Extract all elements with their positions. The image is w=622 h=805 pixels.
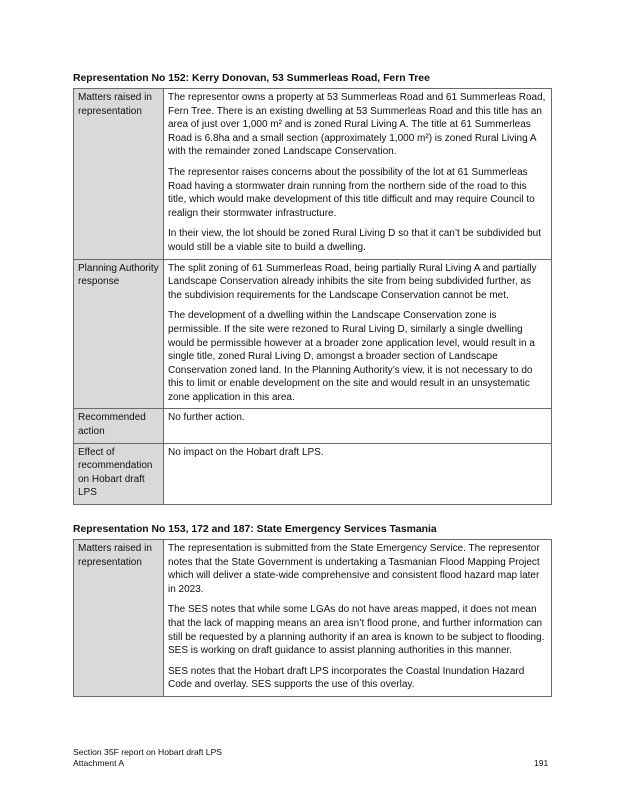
table-row — [74, 443, 552, 504]
paragraph: No impact on the Hobart draft LPS. — [168, 446, 324, 458]
row-label: Recommended action — [74, 409, 164, 443]
section-title-153: Representation No 153, 172 and 187: State Emergency Services Tasmania — [73, 524, 437, 535]
row-content — [164, 540, 552, 697]
paragraph: No further action. — [168, 412, 245, 424]
paragraph: The representor owns a property at 53 Summerleas Road and 61 Summerleas Road, Fern Tree. There is an existing dwelling at 53 Summerleas Road and this title has an area of just over 1,000 m² and is zoned Rural Living A. The title at 61 Summerleas Road is 6.8ha and a small section (approximately 1,000 m²) is zoned Rural Living A with the remainder zoned Landscape Conservation. — [168, 92, 546, 158]
row-content — [164, 443, 552, 504]
paragraph: The development of a dwelling within the Landscape Conservation zone is permissible. If the site were rezoned to Rural Living D, similarly a single dwelling would be permissible however at a broader zone application level, would result in a single title, zoned Rural Living D, amongst a broader section of Landscape Conservation zoned land. In the Planning Authority’s view, it is not necessary to do this to limit or enable development on the site and would result in an unsystematic zone application in this area. — [168, 310, 535, 403]
page-number: 191 — [534, 758, 549, 768]
page-footer — [73, 747, 222, 769]
paragraph: In their view, the lot should be zoned Rural Living D so that it can’t be subdivided but would still be a viable site to build a dwelling. — [168, 228, 542, 253]
row-label: Planning Authority response — [74, 259, 164, 409]
footer-attachment: Attachment A — [73, 758, 125, 768]
row-content — [164, 259, 552, 409]
row-content — [164, 409, 552, 443]
table-row — [74, 259, 552, 409]
row-content — [164, 89, 552, 260]
section-title-152: Representation No 152: Kerry Donovan, 53 Summerleas Road, Fern Tree — [73, 73, 430, 84]
table-row — [74, 89, 552, 260]
row-label: Effect of recommendation on Hobart draft LPS — [74, 443, 164, 504]
paragraph: The split zoning of 61 Summerleas Road, being partially Rural Living A and partially Landscape Conservation already inhibits the site from being subdivided further, as the subdivision requirements for the Landscape Conservation cannot be met. — [168, 262, 537, 301]
representation-table-153 — [73, 539, 552, 697]
paragraph: The SES notes that while some LGAs do not have areas mapped, it does not mean that the lack of mapping means an area isn’t flood prone, and further information can still be requested by a planning authority if an area is known to be subject to flooding. SES is working on draft guidance to assist planning authorities in this manner. — [168, 604, 545, 657]
paragraph: The representation is submitted from the State Emergency Service. The representor notes that the State Government is undertaking a Tasmanian Flood Mapping Project which will deliver a state-wide comprehensive and consistent flood hazard map later in 2023. — [168, 543, 540, 595]
paragraph: The representor raises concerns about the possibility of the lot at 61 Summerleas Road having a stormwater drain running from the northern side of the road to this title, which would make development of this title difficult and may require Council to realign their stormwater infrastructure. — [168, 166, 535, 219]
paragraph: SES notes that the Hobart draft LPS incorporates the Coastal Inundation Hazard Code and overlay. SES supports the use of this overlay. — [168, 665, 525, 691]
table-row — [74, 409, 552, 443]
representation-table-152 — [73, 88, 552, 505]
table-row — [74, 540, 552, 697]
row-label: Matters raised in representation — [74, 89, 164, 260]
footer-report-title: Section 35F report on Hobart draft LPS — [73, 747, 223, 757]
row-label: Matters raised in representation — [74, 540, 164, 697]
